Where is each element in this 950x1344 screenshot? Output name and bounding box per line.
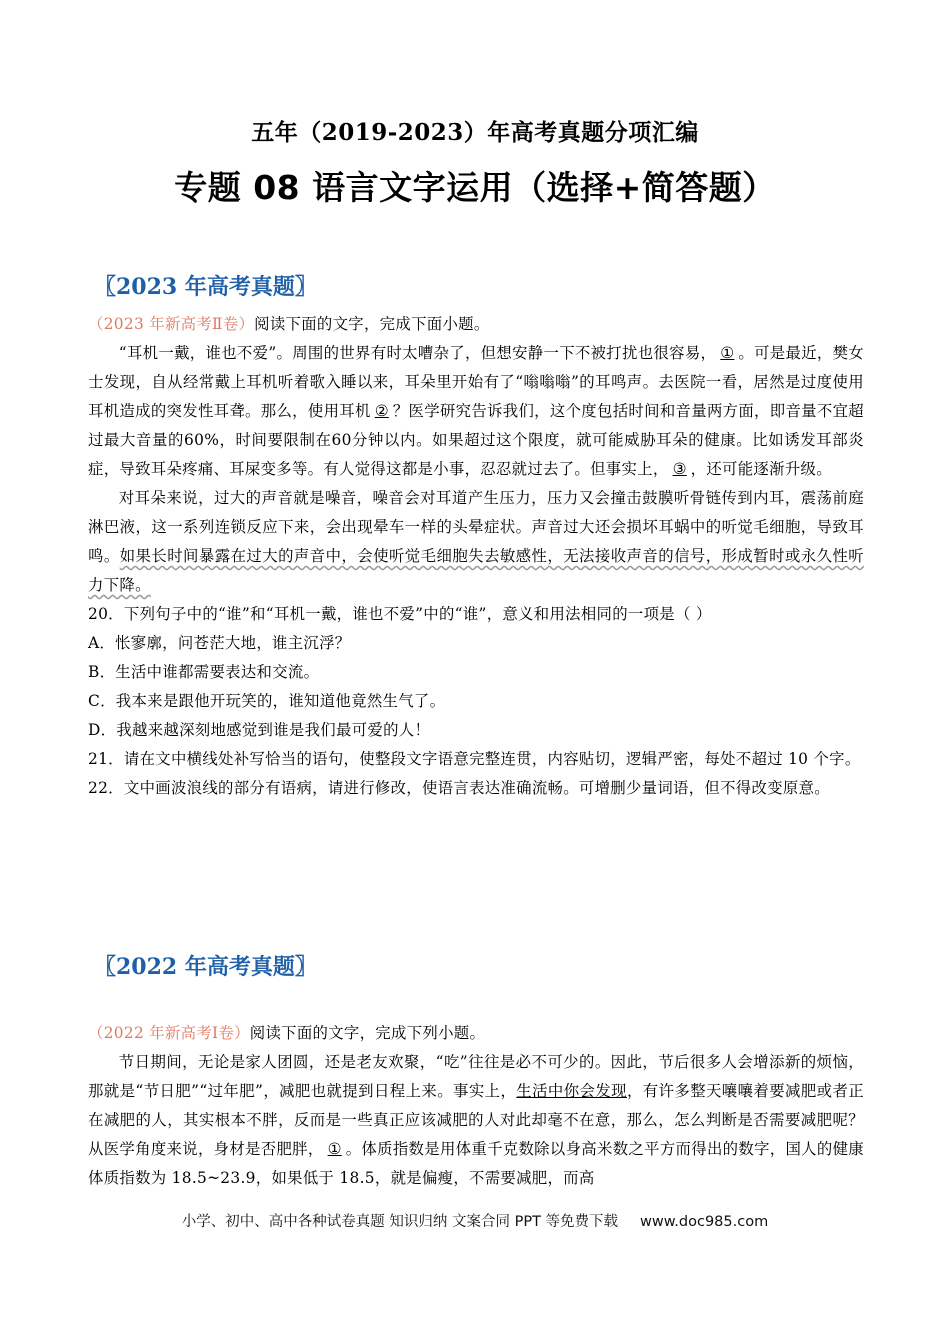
wavy-underlined-sentence: 如果长时间暴露在过大的声音中，会使听觉毛细胞失去敏感性，无法接收声音的信号，形成暂时或永久性听力下降。 [88,547,864,594]
paragraph-text: 对耳朵来说，过大的声音就是噪音，噪音会对耳道产生压力，压力又会撞击鼓膜听骨链传到内耳，震荡前庭淋巴液，这一系列连锁反应下来，会出现晕车一样的头晕症状。声音过大还会损坏耳蜗中的听觉毛细胞，导致耳鸣。 [88,489,864,565]
paragraph-text: 节日期间，无论是家人团圆，还是老友欢聚，“吃”往往是必不可少的。因此，节后很多人会增添新的烦恼，那就是“节日肥”“过年肥”，减肥也就提到日程上来。事实上， [88,1053,864,1100]
blank-1: ① [720,344,735,362]
section-heading-2022: 〖2022 年高考真题〗 [94,954,317,980]
source-label: （2023 年新高考Ⅱ卷） [88,315,255,333]
paragraph-text: ，有许多整天嚷嚷着要减肥或者正在减肥的人，其实根本不胖，反而是一些真正应该减肥的人对此却毫不在意，那么，怎么判断是否需要减肥呢？从医学角度来说，身材是否肥胖， [88,1082,864,1158]
passage-paragraph-1 [88,339,864,484]
blank-2: ② [374,402,389,420]
blank-3: ③ [672,460,687,478]
q20-option-a: A．怅寥廓，问苍茫大地，谁主沉浮？ [88,634,351,652]
question-21: 21．请在文中横线处补写恰当的语句，使整段文字语意完整连贯，内容贴切，逻辑严密，每处不超过 10 个字。 [88,750,861,768]
blank-1: ① [327,1140,342,1158]
paragraph-text: ？医学研究告诉我们，这个度包括时间和音量两方面，即音量不宜超过最大音量的60%，时间要限制在60分钟以内。如果超过这个限度，就可能威胁耳朵的健康。比如诱发耳部炎症，导致耳朵疼痛、耳屎变多等。有人觉得这都是小事，忍忍就过去了。但事实上， [88,402,864,478]
question-20: 20．下列句子中的“谁”和“耳机一戴，谁也不爱”中的“谁”，意义和用法相同的一项是（ ） [88,605,712,623]
question-22: 22．文中画波浪线的部分有语病，请进行修改，使语言表达准确流畅。可增删少量词语，但不得改变原意。 [88,779,830,797]
passage-intro: 阅读下面的文字，完成下列小题。 [249,1024,486,1042]
q20-option-c: C．我本来是跟他开玩笑的，谁知道他竟然生气了。 [88,692,446,710]
source-label: （2022 年新高考Ⅰ卷） [88,1024,250,1042]
paragraph-text: 。体质指数是用体重千克数除以身高米数之平方而得出的数字，国人的健康体质指数为 18.5~23.9，如果低于 18.5，就是偏瘦，不需要减肥，而高 [88,1140,864,1187]
paragraph-text: 。可是最近，樊女士发现，自从经常戴上耳机听着歌入睡以来，耳朵里开始有了“嗡嗡嗡”的耳鸣声。去医院一看，居然是过度使用耳机造成的突发性耳聋。那么，使用耳机 [88,344,865,420]
passage-source-line [88,310,864,339]
document-subtitle: 专题 08 语言文字运用（选择+简答题） [174,168,776,207]
paragraph-text: ，还可能逐渐升级。 [690,460,832,478]
section-body-2023 [88,310,864,803]
passage-paragraph-1 [88,1048,864,1193]
passage-source-line [88,1019,864,1048]
footer-text: 小学、初中、高中各种试卷真题 知识归纳 文案合同 PPT 等免费下载 [181,1214,619,1230]
passage-paragraph-2 [88,484,864,600]
passage-intro: 阅读下面的文字，完成下面小题。 [254,315,490,333]
paragraph-text: “耳机一戴，谁也不爱”。周围的世界有时太嘈杂了，但想安静一下不被打扰也很容易， [118,344,717,362]
section-body-2022 [88,1019,864,1193]
underlined-phrase: 生活中你会发现 [516,1082,627,1100]
q20-option-b: B．生活中谁都需要表达和交流。 [88,663,320,681]
page-footer [0,1210,950,1231]
section-heading-2023: 〖2023 年高考真题〗 [94,274,317,300]
document-title: 五年（2019-2023）年高考真题分项汇编 [251,119,699,146]
footer-url[interactable]: www.doc985.com [640,1214,769,1230]
q20-option-d: D．我越来越深刻地感觉到谁是我们最可爱的人！ [88,721,431,739]
